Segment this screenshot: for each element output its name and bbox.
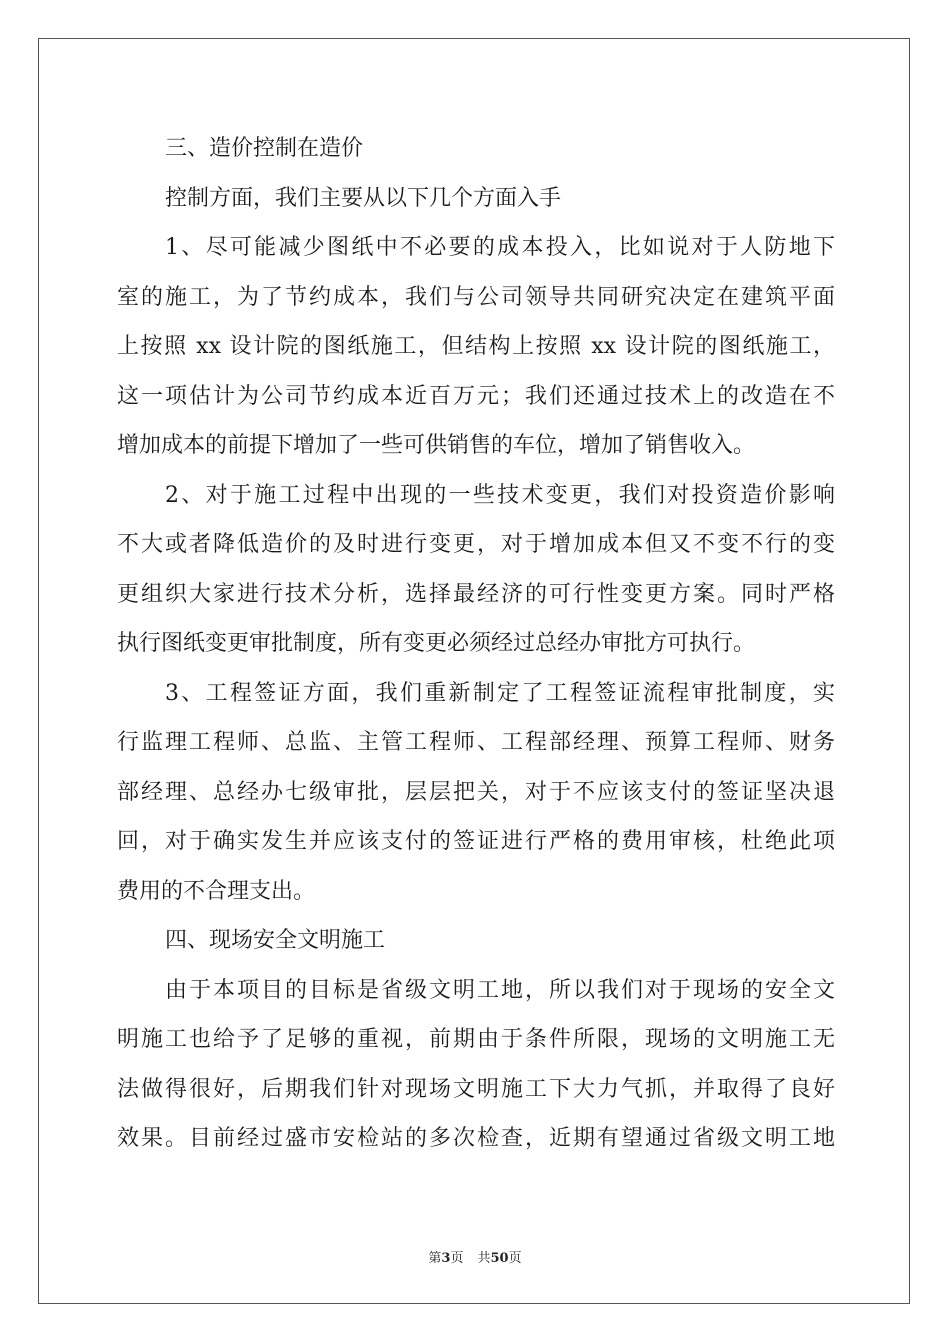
text-line: 这一项估计为公司节约成本近百万元；我们还通过技术上的改造在不 xyxy=(117,383,835,409)
text-line: 1、尽可能减少图纸中不必要的成本投入，比如说对于人防地下 xyxy=(165,235,835,260)
total-pages: 50 xyxy=(490,1251,509,1266)
text-line: 法做得很好，后期我们针对现场文明施工下大力气抓，并取得了良好 xyxy=(117,1076,835,1102)
text-line: 增加成本的前提下增加了一些可供销售的车位，增加了销售收入。 xyxy=(117,433,756,458)
page-footer xyxy=(0,1247,950,1266)
section-heading: 三、造价控制在造价 xyxy=(165,136,364,161)
text-line: 更组织大家进行技术分析，选择最经济的可行性变更方案。同时严格 xyxy=(117,581,835,607)
text-line: 3、工程签证方面，我们重新制定了工程签证流程审批制度，实 xyxy=(165,680,835,706)
document-body xyxy=(117,124,835,1164)
page-prefix: 第 xyxy=(428,1251,442,1266)
text-line: 室的施工，为了节约成本，我们与公司领导共同研究决定在建筑平面 xyxy=(117,284,835,310)
page-number: 3 xyxy=(441,1251,451,1266)
text-line: 回，对于确实发生并应该支付的签证进行严格的费用审核，杜绝此项 xyxy=(117,829,835,854)
text-line: 费用的不合理支出。 xyxy=(117,878,316,904)
text-line: 控制方面，我们主要从以下几个方面入手 xyxy=(165,185,562,211)
total-suffix: 页 xyxy=(508,1251,522,1266)
total-prefix: 共 xyxy=(477,1251,491,1266)
text-line: 由于本项目的目标是省级文明工地，所以我们对于现场的安全文 xyxy=(165,977,835,1003)
text-line: 行监理工程师、总监、主管工程师、工程部经理、预算工程师、财务 xyxy=(117,730,835,755)
section-heading: 四、现场安全文明施工 xyxy=(165,928,386,953)
page-suffix: 页 xyxy=(450,1251,464,1266)
text-line: 上按照 xx 设计院的图纸施工，但结构上按照 xx 设计院的图纸施工， xyxy=(117,334,835,359)
text-line: 效果。目前经过盛市安检站的多次检查，近期有望通过省级文明工地 xyxy=(117,1126,835,1151)
text-line: 2、对于施工过程中出现的一些技术变更，我们对投资造价影响 xyxy=(165,482,835,508)
text-line: 执行图纸变更审批制度，所有变更必须经过总经办审批方可执行。 xyxy=(117,631,756,656)
text-line: 部经理、总经办七级审批，层层把关，对于不应该支付的签证坚决退 xyxy=(117,779,835,805)
text-line: 明施工也给予了足够的重视，前期由于条件所限，现场的文明施工无 xyxy=(117,1027,835,1052)
text-line: 不大或者降低造价的及时进行变更，对于增加成本但又不变不行的变 xyxy=(117,532,835,557)
